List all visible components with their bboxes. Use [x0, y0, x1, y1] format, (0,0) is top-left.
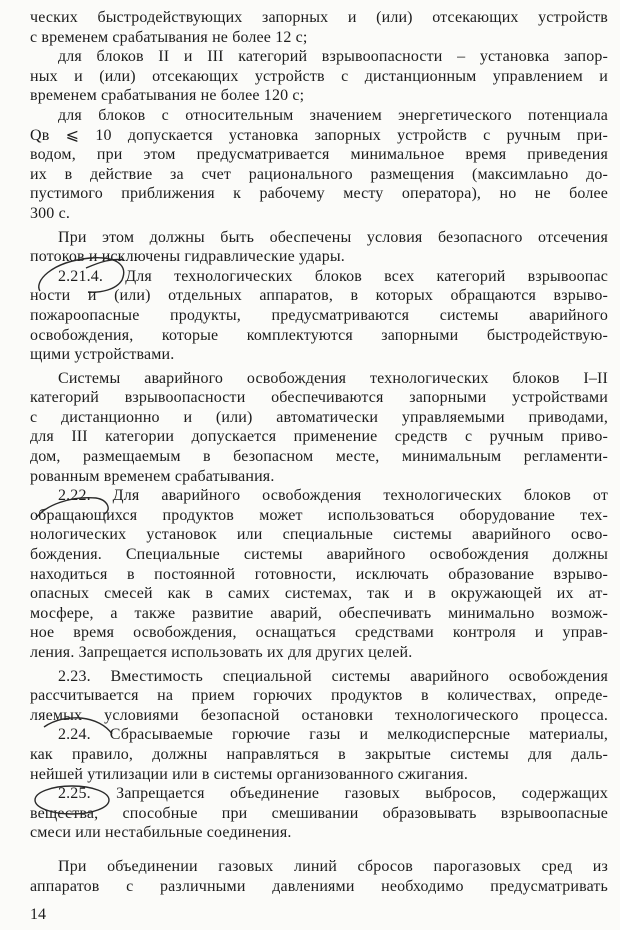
text-line: опасных смесей как в самих системах, так и в окружающей их ат-	[30, 585, 608, 603]
text-line: дом, размещаемым в безопасном месте, минимальным регламенти-	[30, 448, 608, 466]
text-line: обращающихся продуктов может использоваться оборудование тех-	[30, 506, 608, 524]
text-line: рованным временем срабатывания.	[30, 467, 275, 485]
text-line: как правило, должны направляться в закрытые системы для даль-	[30, 745, 608, 763]
text-line: для III категории допускается применение средств с ручным приво-	[30, 428, 608, 446]
text-line: потоков и исключены гидравлические удары.	[30, 248, 345, 266]
text-line: вещества, способные при смешивании образовывать взрывоопасные	[30, 804, 608, 822]
text-line: ных и (или) отсекающих устройств с дистанционным управлением и	[30, 67, 608, 85]
text-line: временем срабатывания не более 120 с;	[30, 87, 305, 105]
text-line: находиться в постоянной готовности, исключать образование взрыво-	[30, 565, 608, 583]
text-line: ческих быстродействующих запорных и (или) отсекающих устройств	[30, 9, 608, 26]
text-line: категорий взрывоопасности обеспечиваются запорными устройствами	[30, 389, 608, 407]
text-line: При объединении газовых линий сбросов парогазовых сред из	[58, 857, 608, 875]
page-number: 14	[30, 906, 46, 923]
text-line: 2.21.4. Для технологических блоков всех категорий взрывоопас	[58, 267, 608, 285]
text-line: ления. Запрещается использовать их для других целей.	[30, 644, 413, 661]
text-line: для блоков II и III категорий взрывоопасности – установка запор-	[58, 48, 608, 66]
text-line: пожароопасные продукты, предусматриваются системы аварийного	[30, 306, 608, 324]
text-line: щими устройствами.	[30, 346, 175, 364]
document-body	[30, 8, 608, 896]
text-line: их в действие за счет рационального размещения (максимлаьно до-	[30, 165, 608, 183]
text-line: Системы аварийного освобождения технологических блоков I–II	[58, 369, 608, 387]
text-line: ляемых условиями безопасной остановки технологического процесса.	[30, 706, 608, 724]
text-line: нейшей утилизации или в системы организованного сжигания.	[30, 765, 468, 783]
paragraph-gap	[30, 843, 608, 857]
text-line: смеси или нестабильные соединения.	[30, 824, 292, 842]
text-line: освобождения, которые комплектуются запорными быстродействую-	[30, 326, 608, 344]
text-line: 2.23. Вместимость специальной системы аварийного освобождения	[58, 667, 608, 685]
text-line: ное время освобождения, оснащаться средствами контроля и управ-	[30, 624, 608, 642]
text-line: для блоков с относительным значением энергетического потенциала	[58, 106, 608, 124]
text-line: 300 с.	[30, 204, 71, 222]
text-line: бождения. Специальные системы аварийного освобождения должны	[30, 546, 608, 564]
text-line: нологических установок или специальные системы аварийного осво-	[30, 526, 608, 544]
text-line: ности и (или) отдельных аппаратов, в которых обращаются взрыво-	[30, 287, 608, 305]
text-line: с дистанционно и (или) автоматически управляемыми приводами,	[30, 408, 608, 426]
text-line: 2.22. Для аварийного освобождения технологических блоков от	[58, 487, 608, 505]
text-line: 2.25. Запрещается объединение газовых выбросов, содержащих	[58, 785, 608, 803]
text-line: с временем срабатывания не более 12 с;	[30, 28, 308, 46]
text-line: пустимого приближения к рабочему месту оператора), но не более	[30, 185, 608, 203]
text-line: Qв ⩽ 10 допускается установка запорных устройств с ручным при-	[30, 126, 608, 144]
text-line: водом, при этом предусматривается минимальное время приведения	[30, 146, 608, 164]
text-line: рассчитывается на прием горючих продуктов в количествах, опреде-	[30, 687, 608, 705]
text-line: 2.24. Сбрасываемые горючие газы и мелкодисперсные материалы,	[58, 726, 608, 744]
text-line: мосфере, а также развитие аварий, обеспечивать минимально возмож-	[30, 604, 608, 622]
text-line: При этом должны быть обеспечены условия безопасного отсечения	[58, 228, 608, 246]
text-line: аппаратов с различными давлениями необходимо предусматривать	[30, 877, 608, 895]
